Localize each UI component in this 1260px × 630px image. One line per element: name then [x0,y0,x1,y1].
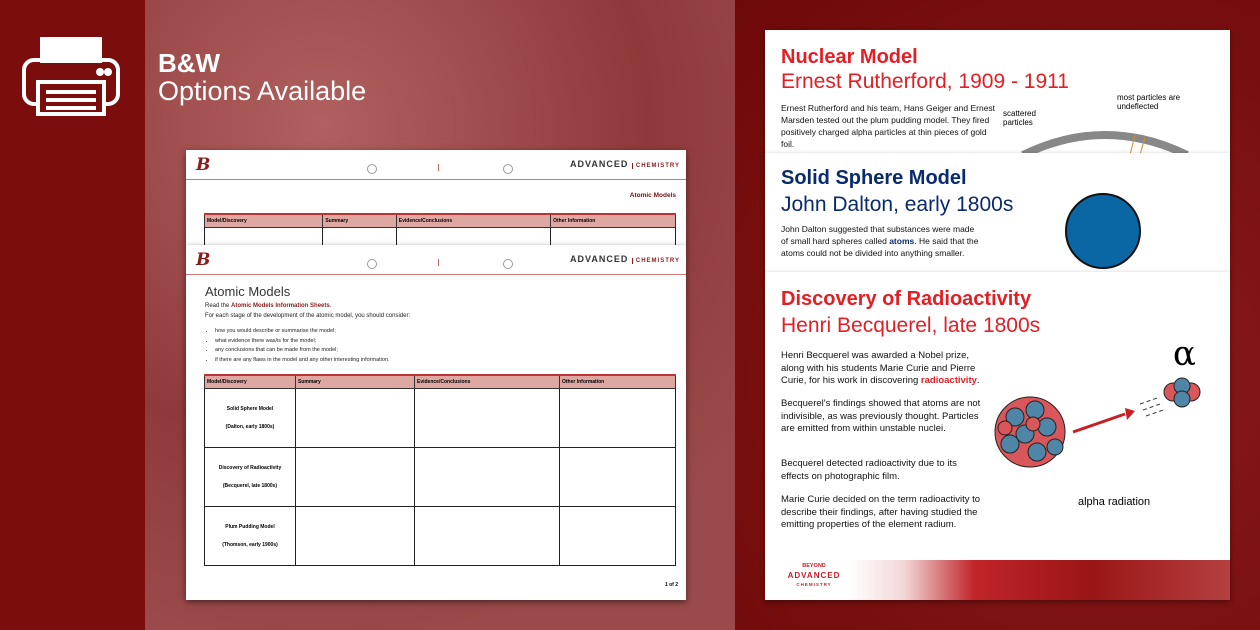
diagram-label: most particles are undeflected [1117,93,1181,111]
solid-sphere-icon [1065,193,1141,269]
punch-hole [503,259,513,269]
footer-logo: BEYOND ADVANCED CHEMISTRY [787,563,841,587]
sheet-title: Nuclear Model [781,46,918,68]
page-heading: Atomic Models [629,192,676,199]
bullet: • any conclusions that can be made from the model; [215,346,686,356]
nucleus-decay-diagram [985,372,1215,482]
sheet-text: Marie Curie decided on the term radioactivity to describe their findings, after having studied the emitting properties of the element radium. [781,494,981,530]
brand-logo: ADVANCED CHEMISTRY [570,159,680,169]
alpha-symbol: α [1173,334,1196,374]
gold-foil-diagram [1015,125,1195,155]
logo: B [196,155,211,175]
worksheet-page-2: B ADVANCED CHEMISTRY Atomic Models Model/Discovery Summary Evidence/Conclusions Other Information [186,150,686,246]
logo: B [196,250,211,270]
sheet-subtitle: John Dalton, early 1800s [781,193,1014,216]
sheet-text: John Dalton suggested that substances were made of small hard spheres called atoms. He said that the atoms could not be divided into anything smaller. [781,224,979,258]
table-row: Plum Pudding Model (Thomson, early 1900s) [205,507,676,566]
banner-title: B&W [158,48,221,78]
bullet: • how you would describe or summarise the model; [215,327,686,337]
nuclear-model-sheet [765,30,1230,155]
punch-hole [367,259,377,269]
brand-logo: ADVANCED CHEMISTRY [570,254,680,264]
table-row: Discovery of Radioactivity (Becquerel, late 1800s) [205,448,676,507]
sheet-subtitle: Ernest Rutherford, 1909 - 1911 [781,70,1069,93]
diagram-label: scattered particles [1003,109,1036,127]
worksheet-page-1 [186,245,686,600]
bullet: • what evidence there was/is for the model; [215,337,686,347]
sheet-text: Ernest Rutherford and his team, Hans Geiger and Ernest Marsden tested out the plum pudding model. They fired positively charged alpha particles at thin pieces of gold foil. [781,103,996,149]
bullet: • if there are any flaws in the model and any other interesting information. [215,356,686,366]
table-row: Solid Sphere Model (Dalton, early 1800s) [205,389,676,448]
sheet-text: Becquerel's findings showed that atoms are not indivisible, as was previously thought. Particles are emitted from within unstable nuclei. [781,398,981,434]
worksheet-title: Atomic Models [205,284,291,299]
sheet-text: Becquerel detected radioactivity due to its effects on photographic film. [781,458,957,482]
sheet-title: Discovery of Radioactivity [781,288,1032,310]
punch-hole [503,164,513,174]
diagram-caption: alpha radiation [1078,496,1151,508]
radioactivity-sheet [765,272,1230,600]
sheet-subtitle: Henri Becquerel, late 1800s [781,314,1041,337]
punch-hole [367,164,377,174]
banner-subtitle: Options Available [158,76,367,106]
printer-icon [20,36,122,118]
solid-sphere-sheet [765,153,1230,273]
worksheet-table: Model/Discovery Summary Evidence/Conclusions Other Information Solid Sphere Model (Dalton, early 1800s) Discovery of Radioactivity (Becquerel, late 1800s) Plum Pudding Model (Thomson, early 1900s) [204,374,676,566]
consider-text: For each stage of the development of the atomic model, you should consider: [205,313,411,319]
intro: Read the Atomic Models Information Sheets. [205,303,332,309]
page-number: 1 of 2 [664,582,678,588]
sheet-title: Solid Sphere Model [781,167,967,189]
sheet-text: Henri Becquerel was awarded a Nobel prize, along with his students Marie Curie and Pierre Curie, for his work in discovering radioactivity. [781,350,980,386]
